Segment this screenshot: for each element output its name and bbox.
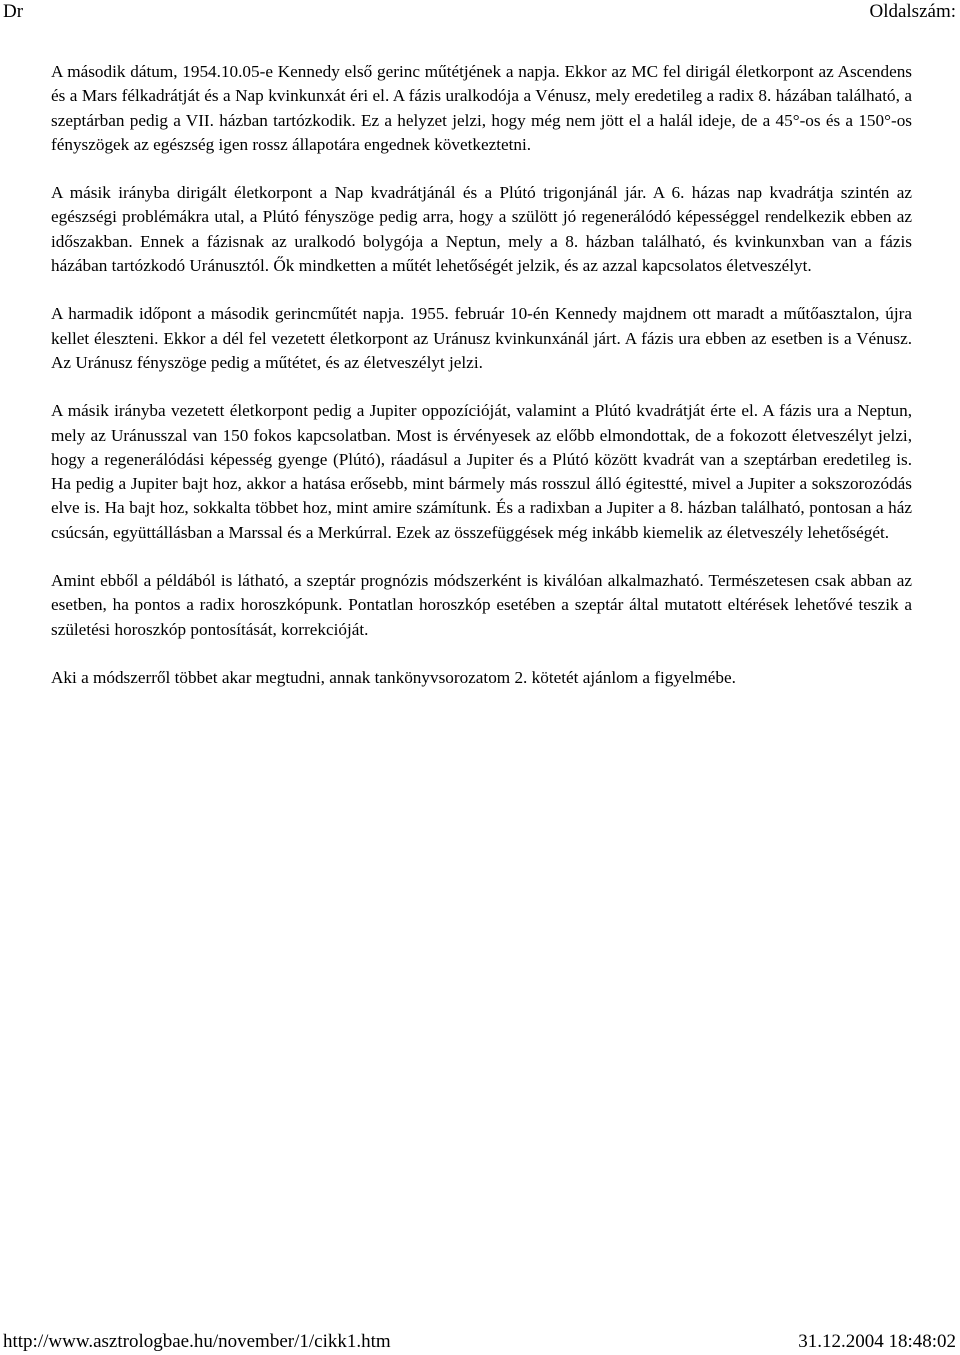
header-author: Dr	[3, 1, 24, 22]
paragraph-4: A másik irányba vezetett életkorpont pedig a Jupiter oppozícióját, valamint a Plútó kvadrátját érte el. A fázis ura a Neptun, mely az Uránusszal van 150 fokos kapcsolatban. Most is érvényesek az előbb elmondottak, de a fokozott életveszélyt jelzi, hogy a regenerálódási képesség gyenge (Plútó), ráadásul a Jupiter és a Plútó között kvadrát van a szeptárban eredetileg is. Ha pedig a Jupiter bajt hoz, akkor a hatása erősebb, mint bármely más rosszul álló égitestté, mivel a Jupiter a sokszorozódás elve is. Ha bajt hoz, sokkalta többet hoz, mint amire számítunk. És a radixban a Jupiter a 8. házban található, pontosan a ház csúcsán, együttállásban a Marssal és a Merkúrral. Ezek az összefüggések még inkább kiemelik az életveszély lehetőségét.	[51, 401, 912, 542]
paragraph-5: Amint ebből a példából is látható, a szeptár prognózis módszerként is kiválóan alkalmazható. Természetesen csak abban az esetben, ha pontos a radix horoszkópunk. Pontatlan horoszkóp esetében a szeptár által mutatott eltérések lehetővé teszik a születési horoszkóp pontosítását, korrekcióját.	[51, 571, 912, 639]
paragraph-3: A harmadik időpont a második gerincműtét napja. 1955. február 10-én Kennedy majdnem ott maradt a műtőasztalon, újra kellet éleszteni. Ekkor a dél fel vezetett életkorpont az Uránusz kvinkunxánál járt. A fázis ura ebben az esetben is a Vénusz. Az Uránusz fényszöge pedig a műtétet, és az életveszélyt jelzi.	[51, 304, 912, 372]
paragraph-1: A második dátum, 1954.10.05-e Kennedy első gerinc műtétjének a napja. Ekkor az MC fel dirigál életkorpont az Ascendens és a Mars félkadrátját és a Nap kvinkunxát éri el. A fázis uralkodója a Vénusz, mely eredetileg a radix 8. házában található, a szeptárban pedig a VII. házban tartózkodik. Ez a helyzet jelzi, hogy még nem jött el a halál ideje, de a 45°-os és a 150°-os fényszögek az egészség igen rossz állapotára engednek következtetni.	[51, 62, 912, 154]
footer-timestamp: 31.12.2004 18:48:02	[798, 1331, 956, 1352]
paragraph-6: Aki a módszerről többet akar megtudni, annak tankönyvsorozatom 2. kötetét ajánlom a figyelmébe.	[51, 667, 736, 687]
footer-url: http://www.asztrologbae.hu/november/1/cikk1.htm	[3, 1331, 391, 1352]
paragraph-2: A másik irányba dirigált életkorpont a Nap kvadrátjánál és a Plútó trigonjánál jár. A 6. házas nap kvadrátja szintén az egészségi problémákra utal, a Plútó fényszöge pedig arra, hogy a szülött jó regenerálódó képességgel rendelkezik ebben az időszakban. Ennek a fázisnak az uralkodó bolygója a Neptun, mely a 8. házban található, és kvinkunxban van a fázis házában tartózkodó Uránusztól. Ők mindketten a műtét lehetőségét jelzik, és az azzal kapcsolatos életveszélyt.	[51, 183, 912, 276]
header-page-number-label: Oldalszám:	[869, 1, 956, 22]
article-body	[51, 60, 912, 714]
